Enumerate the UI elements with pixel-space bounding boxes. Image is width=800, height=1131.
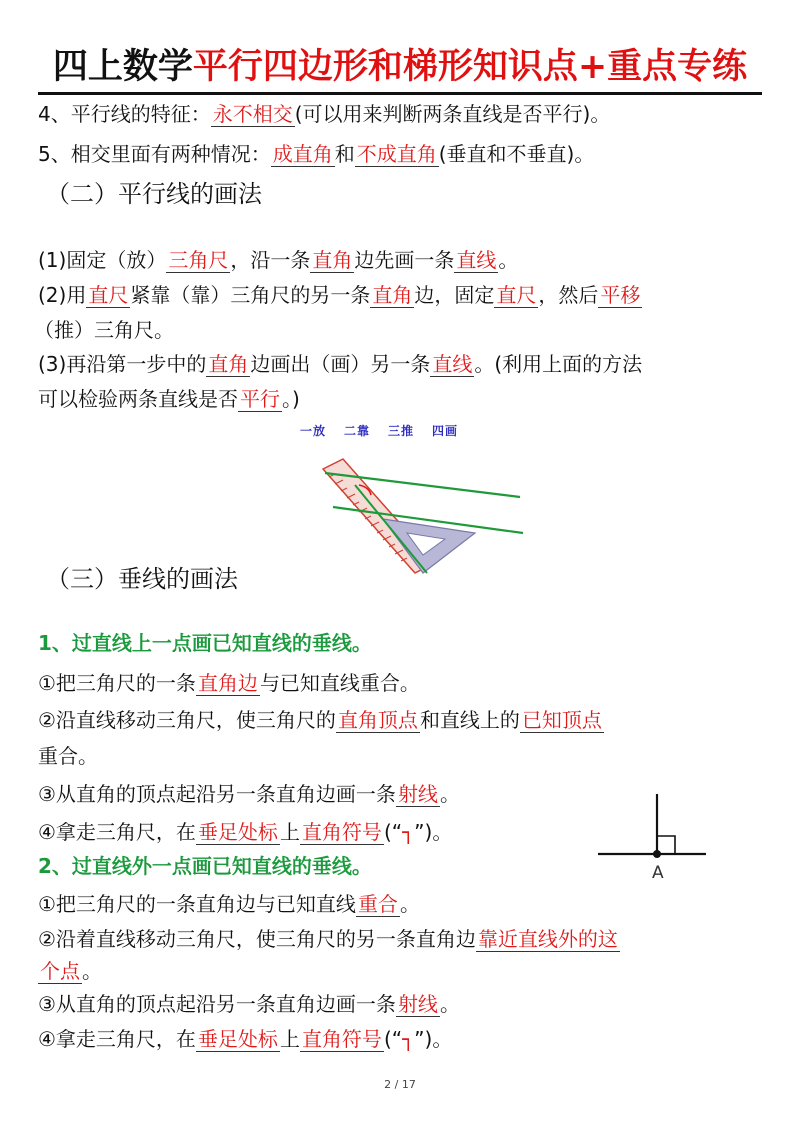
perp-1-step-2 <box>38 706 604 734</box>
c4-post-1: (“ <box>383 1027 403 1051</box>
perp-2-step-4 <box>38 1025 452 1053</box>
c4-pre: ④拿走三角尺，在 <box>38 1027 196 1051</box>
p2-blank-1: 直尺 <box>88 283 129 307</box>
p2-pre: (2)用 <box>38 283 87 307</box>
point-a-label: A <box>652 863 664 883</box>
p3-blank-2: 直线 <box>432 352 473 376</box>
p2-blank-4: 平移 <box>600 283 641 307</box>
p1-mid-2: 边先画一条 <box>354 248 455 272</box>
p3-line2-pre: 可以检验两条直线是否 <box>38 387 238 411</box>
a2-blank-1: 直角顶点 <box>337 708 418 732</box>
c2-post: 。 <box>82 959 102 983</box>
p3-blank-1: 直角 <box>208 352 249 376</box>
perp-1-step-3 <box>38 780 460 808</box>
item-4-text: 4、平行线的特征： <box>38 102 211 126</box>
item-4-blank: 永不相交 <box>212 102 293 126</box>
a3-blank-1: 射线 <box>397 782 438 806</box>
parallel-step-2-cont: （推）三角尺。 <box>34 318 174 342</box>
c2-pre: ②沿着直线移动三角尺，使三角尺的另一条直角边 <box>38 927 476 951</box>
item-5-text: 5、相交里面有两种情况： <box>38 142 271 166</box>
p2-blank-2: 直角 <box>372 283 413 307</box>
p1-mid-1: ，沿一条 <box>230 248 311 272</box>
title-black: 四上数学 <box>52 47 193 87</box>
a4-pre: ④拿走三角尺，在 <box>38 820 196 844</box>
perp-2-step-3 <box>38 990 460 1018</box>
section-heading-3: （三）垂线的画法 <box>46 565 238 593</box>
c3-post: 。 <box>439 992 460 1016</box>
perp-1-step-4 <box>38 818 452 846</box>
p2-mid-2: 边，固定 <box>414 283 495 307</box>
right-angle-symbol: ┐ <box>402 820 415 844</box>
p3-pre: (3)再沿第一步中的 <box>38 352 207 376</box>
c1-blank-1: 重合 <box>357 892 398 916</box>
step-1-label: 一放 <box>300 424 327 438</box>
p1-post: 。 <box>498 248 519 272</box>
perpendicular-figure <box>590 790 710 890</box>
p1-blank-1: 三角尺 <box>168 248 229 272</box>
p3-line2-post: 。) <box>282 387 300 411</box>
p3-blank-3: 平行 <box>240 387 280 411</box>
item-5 <box>38 140 594 168</box>
p2-mid-3: ，然后 <box>538 283 599 307</box>
p1-blank-2: 直角 <box>312 248 353 272</box>
item-5-mid: 和 <box>334 142 355 166</box>
a3-post: 。 <box>439 782 460 806</box>
a4-blank-1: 垂足处标 <box>197 820 278 844</box>
perp-2-step-2 <box>38 925 620 953</box>
parallel-step-3-cont <box>38 385 300 413</box>
a4-post-2: ”)。 <box>414 820 453 844</box>
c1-post: 。 <box>399 892 420 916</box>
item-4 <box>38 100 610 128</box>
perp-1-step-1 <box>38 669 420 697</box>
c3-pre: ③从直角的顶点起沿另一条直角边画一条 <box>38 992 396 1016</box>
p1-pre: (1)固定（放） <box>38 248 167 272</box>
page-title <box>0 44 800 90</box>
p2-blank-3: 直尺 <box>496 283 537 307</box>
item-5-blank-2: 不成直角 <box>356 142 437 166</box>
a1-blank-1: 直角边 <box>197 671 258 695</box>
parallel-step-3 <box>38 350 642 378</box>
c2-blank-1: 靠近直线外的这 <box>477 927 618 951</box>
page-number: 2 / 17 <box>384 1078 416 1091</box>
parallel-step-2 <box>38 281 642 309</box>
perp-method-1-heading: 1、过直线上一点画已知直线的垂线。 <box>38 631 372 655</box>
c3-blank-1: 射线 <box>397 992 438 1016</box>
steps-label <box>300 422 476 439</box>
p2-mid-1: 紧靠（靠）三角尺的另一条 <box>130 283 371 307</box>
perp-1-step-2-cont: 重合。 <box>38 744 98 768</box>
a4-blank-2: 直角符号 <box>301 820 382 844</box>
a4-mid: 上 <box>279 820 300 844</box>
c4-mid: 上 <box>279 1027 300 1051</box>
item-5-post: (垂直和不垂直)。 <box>438 142 595 166</box>
a2-pre: ②沿直线移动三角尺，使三角尺的 <box>38 708 336 732</box>
perp-2-step-2-cont <box>38 957 102 985</box>
p1-blank-3: 直线 <box>456 248 497 272</box>
foot-point <box>653 850 661 858</box>
a1-pre: ①把三角尺的一条 <box>38 671 196 695</box>
perp-2-step-1 <box>38 890 420 918</box>
c1-pre: ①把三角尺的一条直角边与已知直线 <box>38 892 356 916</box>
p3-mid-2: 。(利用上面的方法 <box>474 352 643 376</box>
section-heading-2: （二）平行线的画法 <box>46 180 262 208</box>
step-3-label: 三推 <box>388 424 415 438</box>
parallel-drawing-figure <box>315 455 530 580</box>
c4-blank-1: 垂足处标 <box>197 1027 278 1051</box>
c4-post-2: ”)。 <box>414 1027 453 1051</box>
step-2-label: 二靠 <box>344 424 371 438</box>
step-4-label: 四画 <box>432 424 459 438</box>
perp-method-2-heading: 2、过直线外一点画已知直线的垂线。 <box>38 854 372 878</box>
item-4-post: (可以用来判断两条直线是否平行)。 <box>294 102 611 126</box>
title-underline <box>38 92 762 95</box>
p3-mid-1: 边画出（画）另一条 <box>250 352 431 376</box>
a4-post-1: (“ <box>383 820 403 844</box>
c2-blank-2: 个点 <box>40 959 80 983</box>
a1-post: 与已知直线重合。 <box>259 671 420 695</box>
a3-pre: ③从直角的顶点起沿另一条直角边画一条 <box>38 782 396 806</box>
a2-blank-2: 已知顶点 <box>521 708 602 732</box>
title-red: 平行四边形和梯形知识点+重点专练 <box>192 47 748 87</box>
right-angle-symbol-2: ┐ <box>402 1027 415 1051</box>
c4-blank-2: 直角符号 <box>301 1027 382 1051</box>
item-5-blank-1: 成直角 <box>272 142 333 166</box>
parallel-step-1 <box>38 246 518 274</box>
a2-mid: 和直线上的 <box>419 708 520 732</box>
